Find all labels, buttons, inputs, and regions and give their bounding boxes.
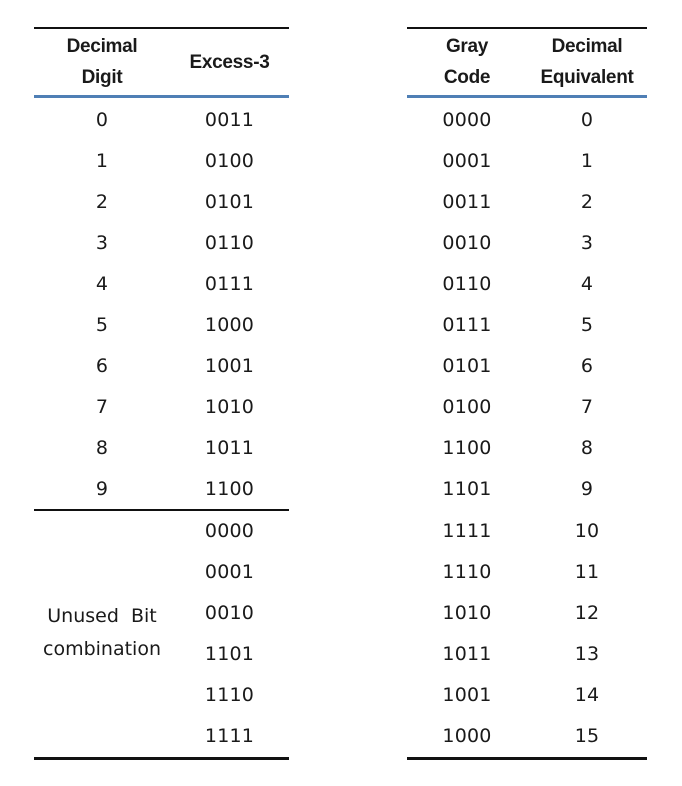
excess3-cell: 0101: [204, 190, 255, 213]
unused-code-cell: 1110: [204, 683, 255, 706]
gray-code-cell: 1111: [442, 519, 492, 542]
unused-code-cell: 1101: [204, 642, 255, 665]
gray-code-cell: 0101: [442, 354, 492, 377]
decimal-equivalent-cell: 14: [574, 683, 600, 706]
header-line: Gray: [445, 36, 489, 57]
gray-code-cell: 1010: [442, 601, 492, 624]
header-gray-code: [407, 29, 527, 95]
excess3-cell: 1001: [204, 354, 255, 377]
decimal-equivalent-cell: 11: [574, 560, 600, 583]
decimal-equivalent-cell: 4: [580, 272, 594, 295]
decimal-digit-cell: 5: [95, 313, 109, 336]
excess3-cell: 1000: [204, 313, 255, 336]
decimal-digit-cell: 1: [95, 149, 109, 172]
decimal-equivalent-cell: 6: [580, 354, 594, 377]
decimal-digit-cell: 6: [95, 354, 109, 377]
decimal-digit-cell: 4: [95, 272, 109, 295]
header-line: Digit: [81, 67, 123, 88]
decimal-equivalent-cell: 0: [580, 108, 594, 131]
gray-code-cell: 0010: [442, 231, 492, 254]
gray-code-cell: 1001: [442, 683, 492, 706]
header-line: Decimal: [66, 36, 138, 57]
bottom-rule: [34, 757, 289, 760]
unused-code-cell: 0010: [204, 601, 255, 624]
unused-label-line: Unused Bit: [47, 605, 157, 627]
decimal-equivalent-cell: 1: [580, 149, 594, 172]
header-line: Decimal: [551, 36, 623, 57]
decimal-equivalent-cell: 7: [580, 395, 594, 418]
header-line: Code: [443, 67, 491, 88]
gray-code-cell: 0100: [442, 395, 492, 418]
decimal-digit-cell: 7: [95, 395, 109, 418]
decimal-digit-cell: 2: [95, 190, 109, 213]
excess3-table: [34, 27, 289, 747]
decimal-equivalent-cell: 13: [574, 642, 600, 665]
header-line: Excess-3: [189, 51, 270, 73]
gray-code-cell: 0011: [442, 190, 492, 213]
excess3-cell: 0100: [204, 149, 255, 172]
header-decimal-equivalent: [527, 29, 647, 95]
decimal-digit-cell: 8: [95, 436, 109, 459]
decimal-equivalent-cell: 10: [574, 519, 600, 542]
gray-code-cell: 1100: [442, 436, 492, 459]
header-excess3: [170, 29, 289, 95]
excess3-cell: 0110: [204, 231, 255, 254]
decimal-digit-cell: 3: [95, 231, 109, 254]
table-header: [34, 29, 289, 98]
unused-combination-label: [34, 510, 170, 756]
header-decimal-digit: [34, 29, 170, 95]
decimal-digit-cell: 0: [95, 108, 109, 131]
decimal-equivalent-cell: 2: [580, 190, 594, 213]
gray-code-cell: 1011: [442, 642, 492, 665]
gray-code-cell: 1110: [442, 560, 492, 583]
gray-code-cell: 0001: [442, 149, 492, 172]
excess3-cell: 1100: [204, 477, 255, 500]
decimal-equivalent-cell: 8: [580, 436, 594, 459]
header-line: Equivalent: [540, 67, 634, 88]
excess3-cell: 0111: [204, 272, 255, 295]
excess3-cell: 1011: [204, 436, 255, 459]
decimal-equivalent-cell: 5: [580, 313, 594, 336]
unused-code-cell: 0000: [204, 519, 255, 542]
gray-code-cell: 0110: [442, 272, 492, 295]
bottom-rule: [407, 757, 647, 760]
decimal-equivalent-cell: 15: [574, 724, 600, 747]
gray-code-cell: 0111: [442, 313, 492, 336]
unused-label-line: combination: [43, 638, 161, 660]
excess3-cell: 0011: [204, 108, 255, 131]
decimal-equivalent-cell: 9: [580, 477, 594, 500]
decimal-digit-cell: 9: [95, 477, 109, 500]
gray-code-cell: 1101: [442, 477, 492, 500]
gray-code-table: [407, 27, 647, 747]
gray-code-cell: 0000: [442, 108, 492, 131]
table-header: [407, 29, 647, 98]
excess3-cell: 1010: [204, 395, 255, 418]
unused-code-cell: 1111: [204, 724, 255, 747]
decimal-equivalent-cell: 3: [580, 231, 594, 254]
gray-code-cell: 1000: [442, 724, 492, 747]
decimal-equivalent-cell: 12: [574, 601, 600, 624]
unused-code-cell: 0001: [204, 560, 255, 583]
